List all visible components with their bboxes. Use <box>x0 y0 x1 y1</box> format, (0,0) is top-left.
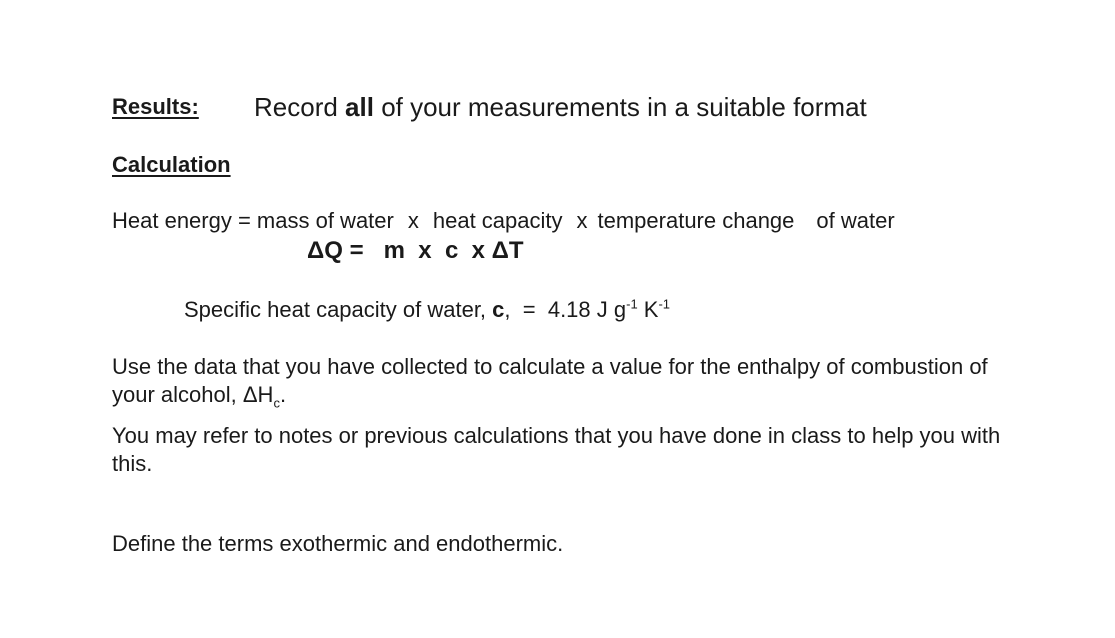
specific-heat-unit-kelvin: K <box>637 297 659 322</box>
results-heading: Results: <box>112 94 199 119</box>
formula-symbols: ΔQ = m x c x ΔT <box>307 237 524 264</box>
use-data-instruction <box>112 353 1012 409</box>
formula-part-heat-energy: Heat energy = mass of water <box>112 208 394 233</box>
formula-times-2: x <box>576 208 588 233</box>
specific-heat-symbol: c <box>492 297 505 322</box>
specific-heat-exponent-2: -1 <box>658 296 671 312</box>
specific-heat-value: , = 4.18 J g <box>504 297 627 322</box>
results-prompt-emphasis: all <box>345 92 374 122</box>
specific-heat-label: Specific heat capacity of water, <box>184 297 493 322</box>
refer-notes-instruction: You may refer to notes or previous calculations that you have done in class to help you with this. <box>112 423 1001 476</box>
calculation-heading: Calculation <box>112 152 231 177</box>
formula-part-heat-capacity: heat capacity <box>432 208 563 233</box>
define-terms-instruction: Define the terms exothermic and endothermic. <box>112 531 564 556</box>
formula-part-of-water: of water <box>816 208 895 233</box>
results-prompt-end: of your measurements in a suitable format <box>373 92 867 122</box>
results-prompt <box>254 92 867 122</box>
enthalpy-subscript: c <box>273 395 280 411</box>
formula-words <box>112 207 895 235</box>
specific-heat-capacity <box>184 296 670 324</box>
formula-times-1: x <box>407 208 419 233</box>
specific-heat-exponent-1: -1 <box>626 296 638 312</box>
results-prompt-start: Record <box>254 92 346 122</box>
use-data-period: . <box>279 382 287 407</box>
formula-part-temperature-change: temperature change <box>597 208 795 233</box>
use-data-text: Use the data that you have collected to calculate a value for the enthalpy of combustion of your alcohol, ΔH <box>112 354 988 407</box>
